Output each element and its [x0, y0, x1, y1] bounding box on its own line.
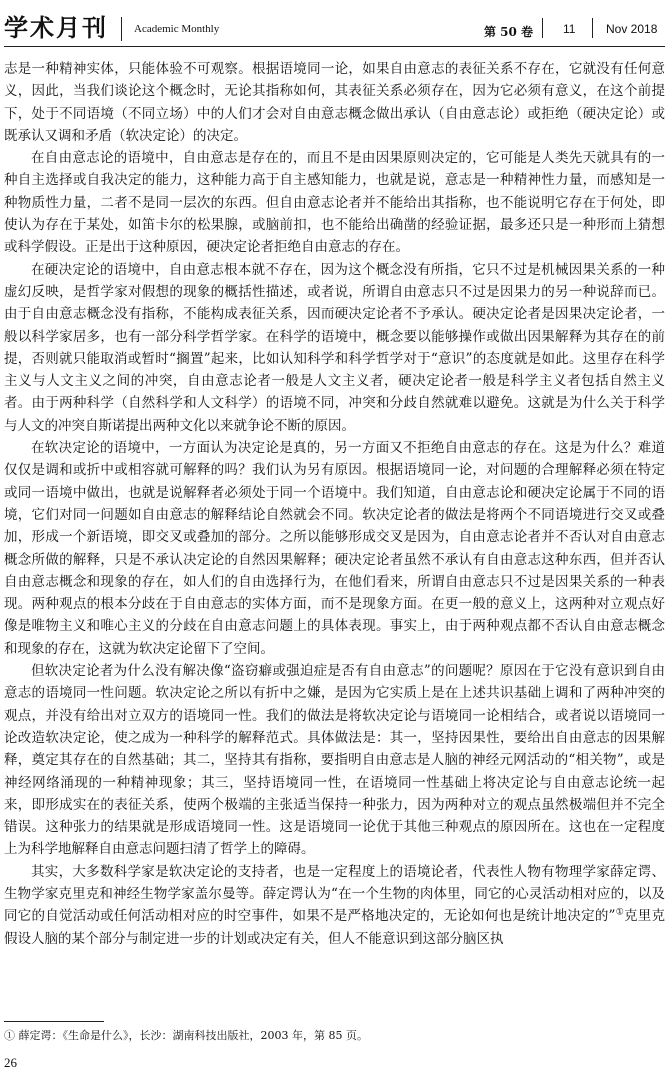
- journal-logo: 学术月刊: [4, 13, 108, 42]
- issue-date: Nov 2018: [606, 22, 658, 36]
- article-body: [4, 58, 665, 950]
- footnote-rule: [4, 1021, 104, 1022]
- paragraph-text: 克里克假设人脑的某个部分与制定进一步的计划或决定有关，但人不能意识到这部分脑区执: [4, 908, 666, 947]
- page-number: 26: [4, 1055, 17, 1070]
- paragraph-text: 其实，大多数科学家是软决定论的支持者，也是一定程度上的语境论者，代表性人物有物理学家薛定谔、生物学家克里克和神经生物学家盖尔曼等。薛定谔认为“在一个生物的肉体里，同它的心灵活动相对应的，以及同它的自觉活动或任何活动相对应的时空事件，如果不是严格地决定的，无论如何也是统计地决定的”: [4, 863, 665, 925]
- issue-number: 11: [563, 22, 576, 36]
- paragraph: 在硬决定论的语境中，自由意志根本就不存在，因为这个概念没有所指，它只不过是机械因果关系的一种虚幻反映，是哲学家对假想的现象的概括性描述，或者说，所谓自由意志只不过是因果力的另一种说辞而已。由于自由意志概念没有指称，不能构成表征关系，因而硬决定论者不予承认。硬决定论者是因果决定论者，一般以科学家居多，也有一部分科学哲学家。在科学的语境中，概念要以能够操作或做出因果解释为其存在的前提，否则就只能取消或暂时“搁置”起来，比如认知科学和科学哲学对于“意识”的态度就是如此。这里存在科学主义与人文主义之间的冲突，自由意志论者一般是人文主义者，硬决定论者一般是科学主义者包括自然主义者。由于两种科学（自然科学和人文科学）的语境不同，冲突和分歧自然就难以避免。这就是为什么关于科学与人文的冲突自斯诺提出两种文化以来就争论不断的原因。: [4, 261, 665, 434]
- paragraph: 志是一种精神实体，只能体验不可观察。根据语境同一论，如果自由意志的表征关系不存在，它就没有任何意义，因此，当我们谈论这个概念时，无论其指称如何，其表征关系必须存在，因为它必须有意义，在这个前提下，处于不同语境（不同立场）中的人们才会对自由意志概念做出承认（自由意志论）或拒绝（硬决定论）或既承认又调和矛盾（软决定论）的决定。: [4, 61, 665, 144]
- page-header: [0, 0, 669, 46]
- header-divider: [542, 18, 543, 38]
- paragraph: 但软决定论者为什么没有解决像“盗窃癖或强迫症是否有自由意志”的问题呢？原因在于它没有意识到自由意志的语境同一性问题。软决定论之所以有折中之嫌，是因为它实质上是在上述共识基础上调和了两种冲突的观点，并没有给出对立双方的语境同一性。我们的做法是将软决定论与语境同一论相结合，或者说以语境同一论改造软决定论，使之成为一种科学的解释范式。具体做法是：其一，坚持因果性，要给出自由意志的因果解释，奠定其存在的自然基础；其二，坚持其有指称，要指明自由意志是人脑的神经元网活动的“相关物”，或是神经网络涌现的一种精神现象；其三，坚持语境同一性，在语境同一性基础上将决定论与自由意志论统一起来，即形成实在的表征关系，使两个极端的主张适当保持一种张力，因为两种对立的观点虽然极端但并不完全错误。这种张力的结果就是形成语境同一性。这是语境同一论优于其他三种观点的原因所在。这也在一定程度上为科学地解释自由意志问题扫清了哲学上的障碍。: [4, 663, 665, 858]
- header-rule: [4, 46, 665, 47]
- header-divider: [121, 17, 122, 41]
- volume-label: 第 50 卷: [484, 25, 534, 39]
- paragraph: 在软决定论的语境中，一方面认为决定论是真的，另一方面又不拒绝自由意志的存在。这是为什么？难道仅仅是调和或折中或相容就可解释的吗？我们认为另有原因。根据语境同一论，对问题的合理解释必须在特定或同一语境中做出，也就是说解释者必须处于同一个语境中。我们知道，自由意志论和硬决定论属于不同的语境，它们对同一问题如自由意志的解释结论自然就会不同。软决定论者的做法是将两个不同语境进行交叉或叠加，形成一个新语境，即交叉或叠加的部分。之所以能够形成交叉是因为，自由意志论者并不否认对自由意志概念所做的解释，只是不承认决定论的自然因果解释；硬决定论者虽然不承认有自由意志这种东西，但并否认自由意志概念和现象的存在，如人们的自由选择行为，在他们看来，所谓自由意志只不过是因果关系的一种表现。两种观点的根本分歧在于自由意志的实体方面，而不是现象方面。在更一般的意义上，这两种对立观点好像是唯物主义和唯心主义的分歧在自由意志问题上的具体表现。事实上，由于两种观点都不否认自由意志概念和现象的存在，这就为软决定论留下了空间。: [4, 440, 665, 657]
- paragraph: [4, 861, 665, 950]
- footnote-reference[interactable]: ①: [615, 907, 625, 918]
- paragraph: 在自由意志论的语境中，自由意志是存在的，而且不是由因果原则决定的，它可能是人类先天就具有的一种自主选择或自我决定的能力，这种能力高于自主感知能力，也就是说，意志是一种精神性力量，而感知是一种物质性力量，二者不是同一层次的东西。但自由意志论者并不能给出其指称，也不能说明它存在于何处，即使认为存在于某处，如笛卡尔的松果腺，或脑前扣，也不能给出确凿的经验证据，最多还只是一种形而上猜想或科学假设。正是出于这种原因，硬决定论者拒绝自由意志的存在。: [4, 150, 665, 256]
- footnote: ① 薛定谔：《生命是什么》，长沙：湖南科技出版社，2003 年，第 85 页。: [4, 1029, 368, 1042]
- journal-english-title: Academic Monthly: [134, 23, 220, 35]
- header-divider: [592, 18, 593, 38]
